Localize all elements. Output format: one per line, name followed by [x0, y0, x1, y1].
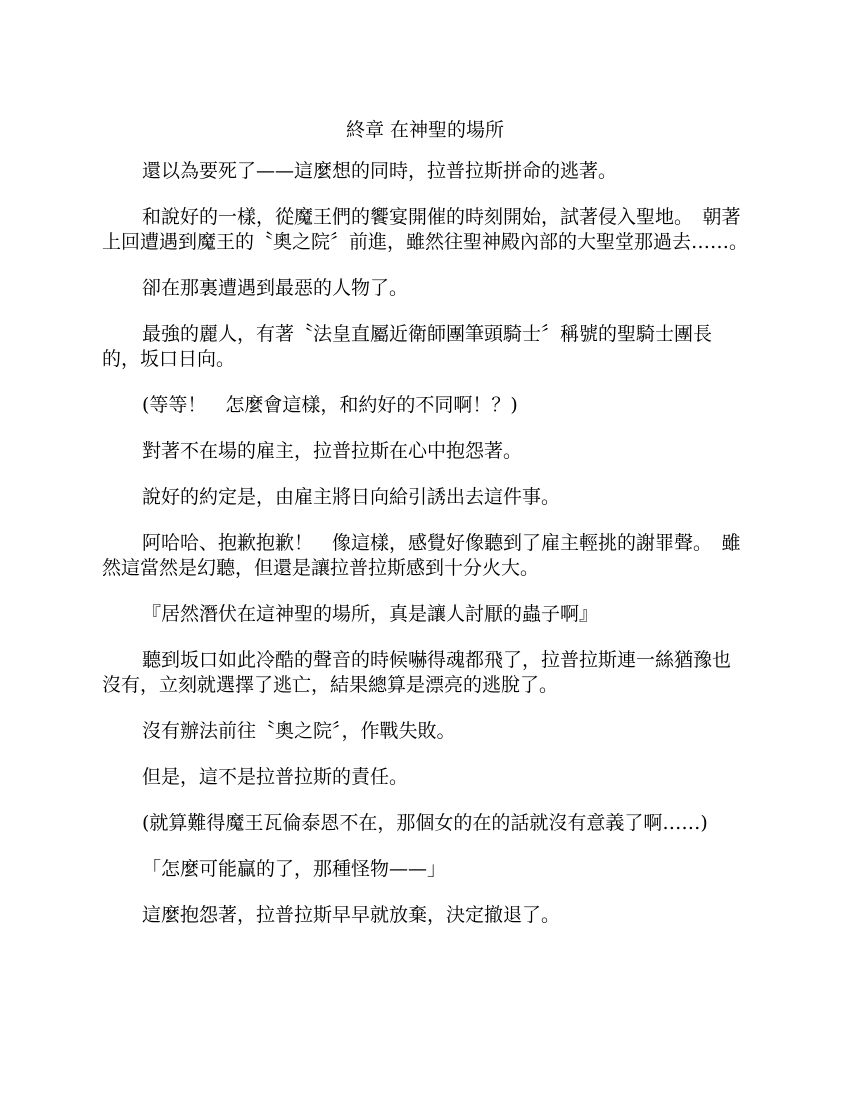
- paragraph: 和說好的一樣，從魔王們的饗宴開催的時刻開始，試著侵入聖地。 朝著上回遭遇到魔王的〝奧之院〞前進，雖然往聖神殿內部的大聖堂那過去……。: [102, 206, 749, 253]
- paragraph: (等等！ 怎麼會這樣，和約好的不同啊！？): [142, 394, 518, 416]
- chapter-title: 終章 在神聖的場所: [345, 119, 505, 141]
- paragraph: (就算難得魔王瓦倫泰恩不在，那個女的在的話就沒有意義了啊……): [142, 812, 708, 834]
- paragraph: 說好的約定是，由雇主將日向給引誘出去這件事。: [142, 486, 561, 508]
- paragraph: 聽到坂口如此冷酷的聲音的時候嚇得魂都飛了，拉普拉斯連一絲猶豫也沒有，立刻就選擇了逃亡，結果總算是漂亮的逃脫了。: [102, 649, 732, 696]
- paragraph: 「怎麼可能贏的了，那種怪物——」: [142, 858, 447, 880]
- paragraph: 對著不在場的雇主，拉普拉斯在心中抱怨著。: [142, 440, 523, 462]
- paragraph: 卻在那裏遭遇到最惡的人物了。: [142, 277, 409, 299]
- paragraph: 這麼抱怨著，拉普拉斯早早就放棄，決定撤退了。: [142, 904, 561, 926]
- document-body: [102, 117, 748, 949]
- paragraph: 『居然潛伏在這神聖的場所，真是讓人討厭的蟲子啊』: [142, 603, 599, 625]
- paragraph: 但是，這不是拉普拉斯的責任。: [142, 766, 409, 788]
- paragraph: 最強的麗人，有著〝法皇直屬近衛師團筆頭騎士〞稱號的聖騎士團長的，坂口日向。: [102, 323, 713, 370]
- paragraph: 阿哈哈、抱歉抱歉！ 像這樣，感覺好像聽到了雇主輕挑的謝罪聲。 雖然這當然是幻聽，但還是讓拉普拉斯感到十分火大。: [102, 532, 741, 579]
- paragraph: 沒有辦法前往〝奧之院〞，作戰失敗。: [142, 720, 456, 742]
- paragraph: 還以為要死了——這麼想的同時，拉普拉斯拼命的逃著。: [142, 160, 618, 182]
